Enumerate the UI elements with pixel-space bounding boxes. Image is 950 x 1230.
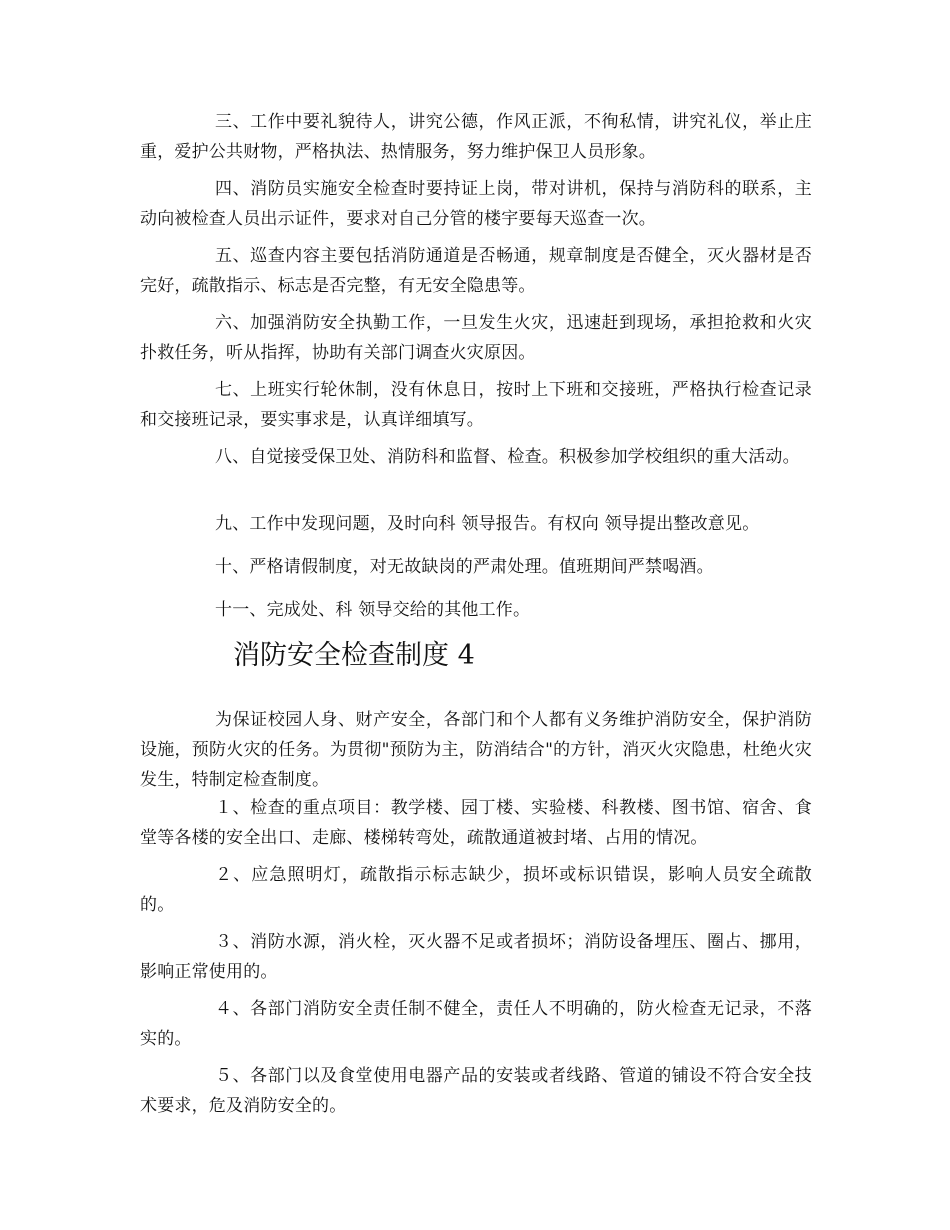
intro-paragraph: 为保证校园人身、财产安全，各部门和个人都有义务维护消防安全，保护消防设施，预防火灾的任务。为贯彻"预防为主，防消结合"的方针，消灭火灾隐患，杜绝火灾发生，特制定检查制度。 [140,710,812,790]
check-item-3: ３、消防水源，消火栓，灭火器不足或者损坏；消防设备埋压、圈占、挪用，影响正常使用的。 [140,932,812,982]
check-item-5: ５、各部门以及食堂使用电器产品的安装或者线路、管道的铺设不符合安全技术要求，危及消防安全的。 [140,1066,812,1116]
paragraph-item-8: 八、自觉接受保卫处、消防科和监督、检查。积极参加学校组织的重大活动。 [215,447,800,467]
paragraph-item-4: 四、消防员实施安全检查时要持证上岗，带对讲机，保持与消防科的联系，主动向被检查人员出示证件，要求对自己分管的楼宇要每天巡查一次。 [140,179,812,229]
paragraph-item-3: 三、工作中要礼貌待人，讲究公德，作风正派，不徇私情，讲究礼仪，举止庄重，爱护公共财物，严格执法、热情服务，努力维护保卫人员形象。 [140,112,812,162]
paragraph-item-10: 十、严格请假制度，对无故缺岗的严肃处理。值班期间严禁喝酒。 [215,557,714,577]
paragraph-item-6: 六、加强消防安全执勤工作，一旦发生火灾，迅速赶到现场，承担抢救和火灾扑救任务，听从指挥，协助有关部门调查火灾原因。 [140,313,812,363]
paragraph-item-9: 九、工作中发现问题，及时向科 领导报告。有权向 领导提出整改意见。 [215,514,760,534]
paragraph-item-5: 五、巡查内容主要包括消防通道是否畅通，规章制度是否健全，灭火器材是否完好，疏散指示、标志是否完整，有无安全隐患等。 [140,246,812,296]
paragraph-item-11: 十一、完成处、科 领导交给的其他工作。 [215,600,531,620]
section-heading: 消防安全检查制度 4 [233,640,475,671]
paragraph-item-7: 七、上班实行轮休制，没有休息日，按时上下班和交接班，严格执行检查记录和交接班记录，要实事求是，认真详细填写。 [140,380,812,430]
check-item-1: １、检查的重点项目：教学楼、园丁楼、实验楼、科教楼、图书馆、宿舍、食堂等各楼的安全出口、走廊、楼梯转弯处，疏散通道被封堵、占用的情况。 [140,798,812,848]
check-item-2: ２、应急照明灯，疏散指示标志缺少，损坏或标识错误，影响人员安全疏散的。 [140,865,812,915]
check-item-4: ４、各部门消防安全责任制不健全，责任人不明确的，防火检查无记录，不落实的。 [140,999,812,1049]
